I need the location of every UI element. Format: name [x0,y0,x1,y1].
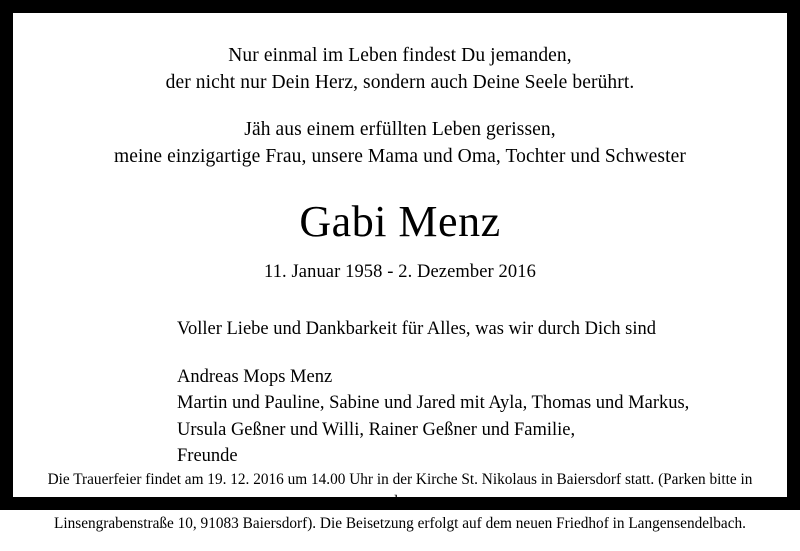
verse-line: der nicht nur Dein Herz, sondern auch Deine Seele berührt. [165,71,635,93]
intro-line: Jäh aus einem erfüllten Leben gerissen, [244,118,556,140]
family-line: Ursula Geßner und Willi, Rainer Geßner und Familie, [177,419,576,440]
intro-line: meine einzigartige Frau, unsere Mama und Oma, Tochter und Schwester [114,145,686,167]
obituary-content [13,13,787,532]
family-line: Freunde [177,445,238,466]
funeral-details-line: Linsengrabenstraße 10, 91083 Baiersdorf). Die Beisetzung erfolgt auf dem neuen Friedhof in Langensendelbach. [54,514,746,532]
life-dates: 11. Januar 1958 - 2. Dezember 2016 [264,261,536,282]
verse-block [47,43,753,97]
intro-block [47,117,753,171]
tribute-text: Voller Liebe und Dankbarkeit für Alles, was wir durch Dich sind [177,318,657,339]
deceased-name: Gabi Menz [299,196,501,246]
family-line: Andreas Mops Menz [177,366,333,387]
verse-line: Nur einmal im Leben findest Du jemanden, [228,45,572,66]
family-block [177,364,753,470]
funeral-details-line: Die Trauerfeier findet am 19. 12. 2016 um 14.00 Uhr in der Kirche St. Nikolaus in Baiersdorf statt. (Parken bitte in der [47,471,753,511]
family-line: Martin und Pauline, Sabine und Jared mit Ayla, Thomas und Markus, [177,393,690,414]
